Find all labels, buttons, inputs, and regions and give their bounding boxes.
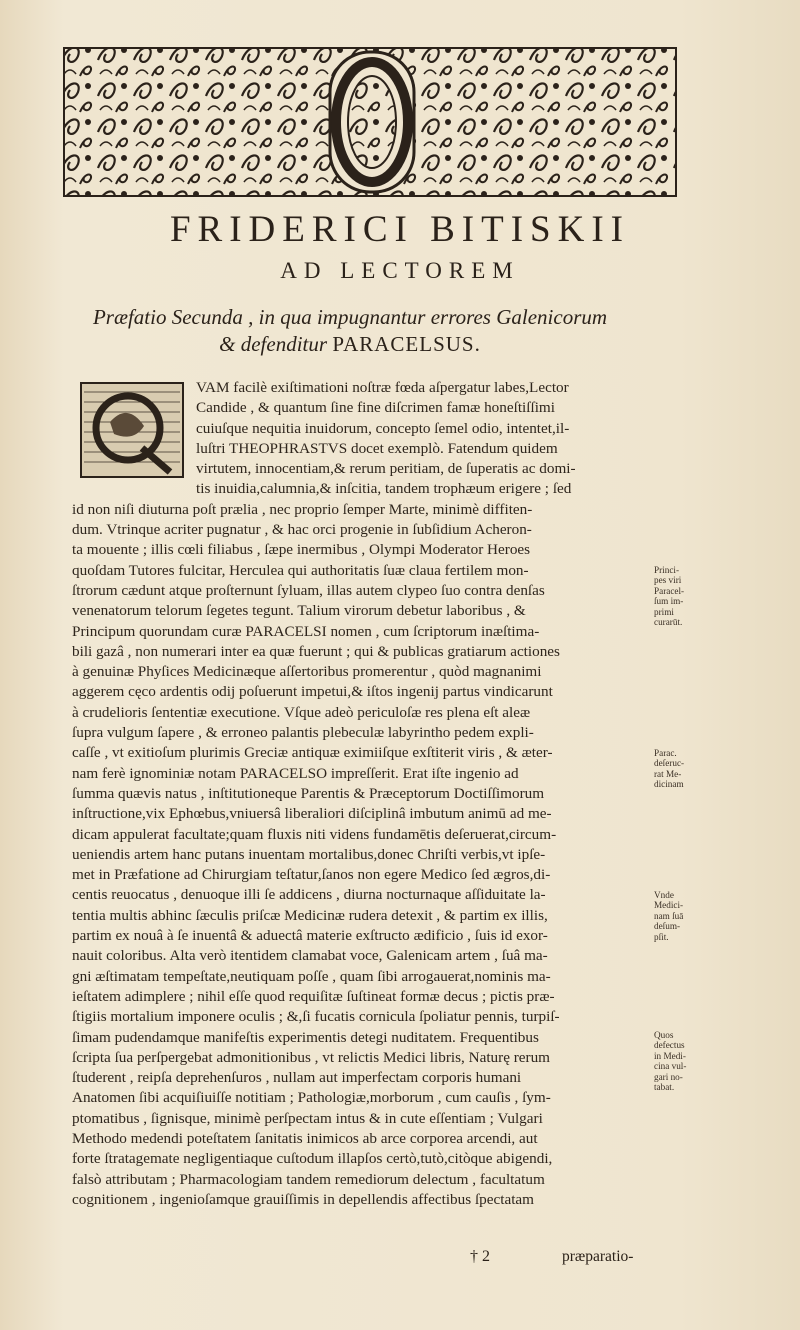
margin-note-line: curarūt. <box>654 617 683 628</box>
margin-note-line: nam ſuā <box>654 910 684 921</box>
margin-note-line: primi <box>654 606 674 617</box>
catchword: præparatio- <box>562 1248 634 1265</box>
text-line: caſſe , vt exitioſum plurimis Greciæ antiquæ eximiiſque exſtiterit viris , & æter- <box>72 744 553 762</box>
margin-note-line: ſum im- <box>654 596 684 607</box>
text-line: dicam appulerat facultate;quam fluxis niti videns fundamētis deſeruerat,circum- <box>72 825 557 843</box>
text-line: centis reuocatus , denuoque illi ſe addicens , diurna nocturnaque aſſiduitate la- <box>72 886 546 904</box>
margin-note-line: pſit. <box>654 931 669 942</box>
signature-mark: † 2 <box>470 1248 490 1265</box>
ornamental-headpiece <box>60 42 680 202</box>
subtitle-paracelsus: PARACELSUS. <box>332 332 481 356</box>
margin-note-2 <box>654 748 714 790</box>
margin-note-3 <box>654 890 714 942</box>
margin-note-line: Princi- <box>654 565 680 575</box>
text-line: tis inuidia,calumnia,& inſcitia, tandem trophæum erigere ; ſed <box>196 480 572 498</box>
text-line: quoſdam Tutores fulcitar, Herculea qui authoritatis ſuæ claua fertilem mon- <box>72 561 529 579</box>
margin-note-line: pes viri <box>654 575 682 586</box>
text-line: gni æſtimatam tempeſtate,neutiquam poſſe , quam ſibi arrogauerat,nominis ma- <box>72 967 551 985</box>
text-line: ptomatibus , ſignisque, minimè perſpectam intus & in cute eſſentiam ; Vulgari <box>72 1109 543 1127</box>
text-line: tentia multis abhinc ſæculis priſcæ Medicinæ rudera detexit , & partim ex illis, <box>72 906 548 924</box>
text-line: venenatorum telorum ſegetes tegunt. Talium virorum debetur laboribus , & <box>72 602 526 620</box>
preface-subtitle-line-2 <box>60 332 640 357</box>
margin-note-line: in Medi- <box>654 1050 686 1061</box>
text-line: à genuinæ Phyſices Medicinæque aſſertoribus promerentur , quòd magnanimi <box>72 663 542 681</box>
margin-note-line: Medici- <box>654 900 684 911</box>
text-line: ſimam pudendamque manifeſtis experimentis detegi nuditatem. Frequentibus <box>72 1028 539 1046</box>
text-line: Anatomen ſibi acquiſiuiſſe notitiam ; Pathologiæ,morborum , cum cauſis , ſym- <box>72 1089 551 1107</box>
margin-note-line: Vnde <box>654 890 674 900</box>
text-line: bili gazâ , non numerari inter ea quæ fuerunt ; qui & publicas gratiarum actiones <box>72 642 560 660</box>
text-line: aggerem cęco ardentis odij poſuerunt impetui,& iſtos ingenij partus vindicarunt <box>72 683 553 701</box>
author-title: FRIDERICI BITISKII <box>169 209 630 250</box>
text-line: ueniendis artem hanc putans inuentam mortalibus,donec Chriſti verbis,vt ipſe- <box>72 845 546 863</box>
text-line: inſtructione,vix Ephœbus,vniuersâ liberaliori diſciplinâ imbutum animū ad me- <box>72 805 552 823</box>
text-line: VAM facilè exiſtimationi noſtræ fœda aſpergatur labes,Lector <box>196 379 569 396</box>
text-line: luſtri THEOPHRASTVS docet exemplò. Fatendum quidem <box>196 439 558 457</box>
text-line: ta mouente ; illis cœli filiabus , ſæpe inermibus , Olympi Moderator Heroes <box>72 541 531 559</box>
text-line: id non niſi diuturna poſt prælia , nec proprio ſemper Marte, minimè diffiten- <box>72 500 533 518</box>
margin-note-line: deſum- <box>654 921 681 932</box>
text-line: dum. Vtrinque acriter pugnatur , & hac orci progenie in ſubſidium Acheron- <box>72 521 532 539</box>
margin-note-line: Parac. <box>654 748 677 758</box>
text-line: met in Præfatione ad Chirurgiam teſtatur,ſanos non egere Medico ſed ægros,di- <box>72 866 551 884</box>
text-line: ſtrorum cædunt atque proſternunt ſyluam, illas autem clypeo ſuo contra denſas <box>72 581 545 599</box>
text-line: ſtigiis mortalium imponere oculis ; &,ſi fucatis cornicula ſpoliatur pennis, turpiſ- <box>72 1008 560 1026</box>
margin-note-line: Paracel- <box>654 585 685 596</box>
text-line: ſcripta ſua perſpergebat admonitionibus , vt relictis Medici libris, Naturę rerum <box>72 1048 550 1066</box>
text-line: falsò attributam ; Pharmacologiam tandem remediorum delectum , facultatum <box>72 1170 545 1188</box>
margin-note-4 <box>654 1030 714 1092</box>
margin-note-line: cina vul- <box>654 1061 687 1072</box>
text-line: à crudelioris ſententiæ executione. Vſque adeò periculoſæ res plena eſt aleæ <box>72 703 531 721</box>
text-line: partim ex nouâ à ſe inuentâ & aduectâ materie exſtructo ædificio , ſuis id exor- <box>72 927 548 945</box>
address-title: AD LECTOREM <box>280 258 520 283</box>
text-line: cuiuſque nequitia inuidorum, concepto ſemel odio, intentet,il- <box>196 419 570 437</box>
margin-note-line: deſeruc- <box>654 758 685 769</box>
text-line: ſumma quævis natus , inſtitutioneque Parentis & Præceptorum Doctiſſimorum <box>72 784 545 802</box>
text-line: cognitionem , ingenioſamque grauiſſimis in depellendis affectibus ſpectatam <box>72 1190 534 1208</box>
preface-body-text <box>72 378 652 1210</box>
text-line: nauit coloribus. Alta verò itentidem clamabat voce, Galenicam artem , ſuâ ma- <box>72 947 548 965</box>
text-line: ieſtatem adimplere ; nihil eſſe quod requiſitæ ſuſtineat formæ decus ; pictis præ- <box>72 987 555 1005</box>
margin-note-line: Quos <box>654 1030 674 1040</box>
text-line: nam ferè ignominiæ notam PARACELSO impreſſerit. Erat iſte ingenio ad <box>72 764 519 782</box>
text-line: Candide , & quantum ſine fine diſcrimen famæ honeſtiſſimi <box>196 399 555 417</box>
preface-subtitle-line-1: Præfatio Secunda , in qua impugnantur errores Galenicorum <box>92 305 608 329</box>
text-line: ſtuderent , reipſa deprehenſuros , nullam aut imperfectam corporis humani <box>72 1069 522 1087</box>
text-line: virtutem, innocentiam,& rerum peritiam, de ſuperatis ac domi- <box>196 460 576 478</box>
text-line: Principum quorundam curæ PARACELSI nomen , cum ſcriptorum inæſtima- <box>72 622 540 640</box>
text-line: ſupra vulgum ſapere , & erroneo palantis plebeculæ labyrintho pedem expli- <box>72 724 534 742</box>
margin-note-line: gari no- <box>654 1071 683 1082</box>
subtitle-defense-phrase: & defenditur <box>219 332 328 356</box>
margin-note-1 <box>654 565 714 627</box>
margin-note-line: rat Me- <box>654 768 682 779</box>
text-line: Methodo medendi poteſtatem ſanitatis inimicos ab arce corporea arcendi, aut <box>72 1129 538 1147</box>
text-line: forte ſtratagemate negligentiaque cuſtodum illapſos certò,tutò,citòque abigendi, <box>72 1150 553 1168</box>
margin-note-line: defectus <box>654 1040 685 1051</box>
margin-note-line: dicinam <box>654 779 684 790</box>
margin-note-line: tabat. <box>654 1082 675 1093</box>
